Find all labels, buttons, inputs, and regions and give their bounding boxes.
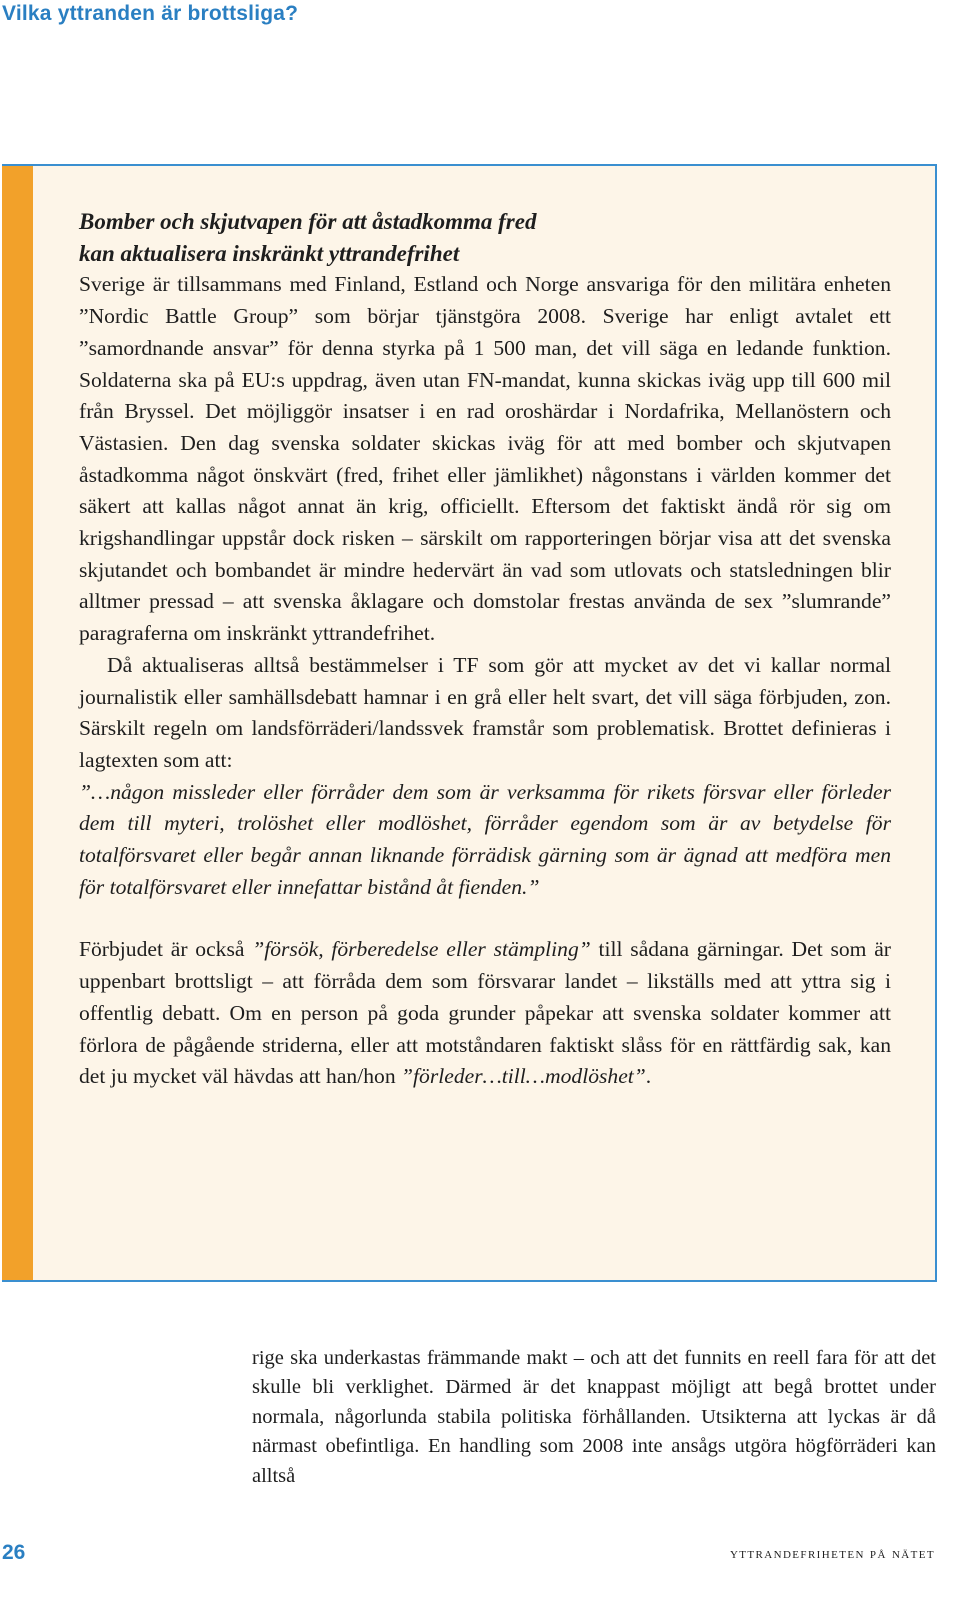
- running-footer: yttrandefriheten på nätet: [729, 1546, 935, 1562]
- box-paragraph-3: [79, 934, 891, 1093]
- box-paragraph-3-emphasis-2: ”förleder…till…modlöshet”: [401, 1064, 646, 1089]
- box-paragraph-3-start: Förbjudet är också: [79, 937, 253, 962]
- box-content: [79, 206, 891, 1093]
- box-paragraph-3-emphasis: ”försök, förberedelse eller stämpling”: [252, 937, 591, 962]
- box-title: [79, 206, 891, 269]
- box-accent-bar: [2, 166, 33, 1280]
- body-paragraph: rige ska underkastas främmande makt – och att det funnits en reell fara för att det skulle bli verklighet. Därmed är det knappast möjligt att begå brottet under normala, någorlunda stabila politiska förhållanden. Utsikterna att lyckas är då närmast obefintliga. En handling som 2008 inte ansågs utgöra högförräderi kan alltså: [252, 1347, 936, 1487]
- running-header: Vilka yttranden är brottsliga?: [2, 2, 299, 25]
- box-paragraph-3-end: .: [645, 1064, 652, 1089]
- box-paragraph-3-middle: till sådana gärningar. Det som är uppenbart brottsligt – att förråda dem som försvarar landet – likställs med att yttra sig i offentlig debatt. Om en person på goda grunder påpekar att svenska soldater kommer att förlora de pågående striderna, eller att motståndaren faktiskt slåss för en rättfärdig sak, kan det ju mycket väl hävdas att han/hon: [79, 937, 891, 1089]
- page-number: 26: [2, 1541, 26, 1564]
- fact-box: [2, 164, 937, 1282]
- law-quote: ”…någon missleder eller förråder dem som är verksamma för rikets försvar eller förleder dem till myteri, trolöshet eller modlöshet, förråder egendom som är av betydelse för totalförsvaret eller begår annan liknande förrädisk gärning som är ägnad att medföra men för totalförsvaret eller innefattar bistånd åt fienden.”: [79, 779, 891, 899]
- box-title-line-1: Bomber och skjutvapen för att åstadkomma fred: [79, 209, 537, 234]
- body-text: [252, 1344, 936, 1491]
- box-title-line-2: kan aktualisera inskränkt yttrandefrihet: [79, 240, 460, 266]
- box-paragraph-2: Då aktualiseras alltså bestämmelser i TF som gör att mycket av det vi kallar normal journalistik eller samhällsdebatt hamnar i en grå eller helt svart, det vill säga förbjuden, zon. Särskilt regeln om landsförräderi/landssvek framstår som problematisk. Brottet definieras i lagtexten som att:: [79, 652, 891, 772]
- box-paragraph-1: Sverige är tillsammans med Finland, Estland och Norge ansvariga för den militära enheten ”Nordic Battle Group” som börjar tjänstgöra 2008. Sverige har enligt avtalet ett ”samordnande ansvar” för denna styrka på 1 500 man, det vill säga en ledande funktion. Soldaterna ska på EU:s uppdrag, även utan FN-mandat, kunna skickas iväg upp till 600 mil från Bryssel. Det möjliggör insatser i en rad oroshärdar i Nordafrika, Mellanöstern och Västasien. Den dag svenska soldater skickas iväg för att med bomber och skjutvapen åstadkomma något önskvärt (fred, frihet eller jämlikhet) någonstans i världen kommer det säkert att kallas något annat än krig, officiellt. Eftersom det faktiskt ändå rör sig om krigshandlingar uppstår dock risken – särskilt om rapporteringen börjar visa att det svenska skjutandet och bombandet är mindre hedervärt än vad som utlovats och statsledningen blir alltmer pressad – att svenska åklagare och domstolar frestas använda de sex ”slumrande” paragraferna om inskränkt yttrandefrihet.: [79, 272, 891, 646]
